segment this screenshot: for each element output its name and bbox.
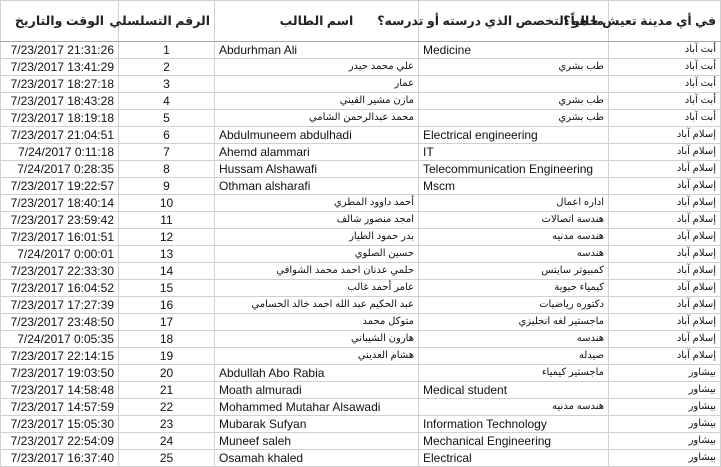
cell-timestamp[interactable]: 7/23/2017 18:43:28	[1, 93, 119, 110]
cell-student-name[interactable]: Abdurhman Ali	[215, 42, 419, 59]
cell-city[interactable]: بيشاور	[609, 365, 721, 382]
cell-serial[interactable]: 12	[119, 229, 215, 246]
cell-serial[interactable]: 18	[119, 331, 215, 348]
cell-specialization[interactable]: هندسه مدنيه	[419, 229, 609, 246]
cell-serial[interactable]: 7	[119, 144, 215, 161]
cell-specialization[interactable]	[419, 76, 609, 93]
cell-specialization[interactable]: Electrical	[419, 450, 609, 467]
cell-city[interactable]: إسلام آباد	[609, 127, 721, 144]
table-row	[1, 42, 721, 59]
table-row	[1, 382, 721, 399]
cell-student-name[interactable]: حلمي عدنان احمد محمد الشوافي	[215, 263, 419, 280]
cell-serial[interactable]: 14	[119, 263, 215, 280]
table-row	[1, 144, 721, 161]
cell-specialization[interactable]: صيدله	[419, 348, 609, 365]
cell-specialization[interactable]: Mscm	[419, 178, 609, 195]
cell-student-name[interactable]: Muneef saleh	[215, 433, 419, 450]
cell-student-name[interactable]: علي محمد حيدر	[215, 59, 419, 76]
cell-specialization[interactable]: طب بشري	[419, 93, 609, 110]
cell-specialization[interactable]: كيمياء حيوية	[419, 280, 609, 297]
table-row	[1, 59, 721, 76]
cell-serial[interactable]: 1	[119, 42, 215, 59]
cell-city[interactable]: أبت آباد	[609, 59, 721, 76]
cell-city[interactable]: إسلام آباد	[609, 144, 721, 161]
table-row	[1, 365, 721, 382]
cell-student-name[interactable]: عبد الحكيم عبد الله احمد خالد الحسامي	[215, 297, 419, 314]
cell-serial[interactable]: 23	[119, 416, 215, 433]
cell-serial[interactable]: 21	[119, 382, 215, 399]
cell-serial[interactable]: 2	[119, 59, 215, 76]
cell-student-name[interactable]: Ahemd alammari	[215, 144, 419, 161]
cell-specialization[interactable]: دكتوره رياضيات	[419, 297, 609, 314]
cell-student-name[interactable]: Osamah khaled	[215, 450, 419, 467]
cell-student-name[interactable]: Abdulmuneem abdulhadi	[215, 127, 419, 144]
cell-city[interactable]: بيشاور	[609, 433, 721, 450]
cell-city[interactable]: أبت آباد	[609, 110, 721, 127]
table-row	[1, 450, 721, 467]
cell-timestamp[interactable]: 7/23/2017 13:41:29	[1, 59, 119, 76]
cell-city[interactable]: إسلام آباد	[609, 246, 721, 263]
cell-specialization[interactable]: ماجستير لغه انجليزي	[419, 314, 609, 331]
table-row	[1, 161, 721, 178]
table-row	[1, 297, 721, 314]
table-row	[1, 178, 721, 195]
cell-city[interactable]: إسلام آباد	[609, 297, 721, 314]
cell-student-name[interactable]: Moath almuradi	[215, 382, 419, 399]
cell-timestamp[interactable]: 7/23/2017 18:19:18	[1, 110, 119, 127]
cell-city[interactable]: إسلام آباد	[609, 229, 721, 246]
cell-specialization[interactable]: هندسة اتصالات	[419, 212, 609, 229]
cell-timestamp[interactable]: 7/23/2017 17:27:39	[1, 297, 119, 314]
cell-student-name[interactable]: Mohammed Mutahar Alsawadi	[215, 399, 419, 416]
cell-timestamp[interactable]: 7/24/2017 0:00:01	[1, 246, 119, 263]
cell-specialization[interactable]: Electrical engineering	[419, 127, 609, 144]
cell-serial[interactable]: 17	[119, 314, 215, 331]
cell-specialization[interactable]: كمبيوتر سايتس	[419, 263, 609, 280]
cell-serial[interactable]: 22	[119, 399, 215, 416]
cell-city[interactable]: إسلام آباد	[609, 178, 721, 195]
cell-student-name[interactable]: Abdullah Abo Rabia	[215, 365, 419, 382]
cell-serial[interactable]: 11	[119, 212, 215, 229]
cell-city[interactable]: بيشاور	[609, 399, 721, 416]
cell-city[interactable]: بيشاور	[609, 382, 721, 399]
cell-specialization[interactable]: هندسه	[419, 331, 609, 348]
cell-student-name[interactable]: هارون الشيباني	[215, 331, 419, 348]
cell-timestamp[interactable]: 7/23/2017 14:57:59	[1, 399, 119, 416]
cell-timestamp[interactable]: 7/24/2017 0:05:35	[1, 331, 119, 348]
cell-timestamp[interactable]: 7/24/2017 0:11:18	[1, 144, 119, 161]
cell-student-name[interactable]: هشام العديني	[215, 348, 419, 365]
cell-student-name[interactable]: Othman alsharafi	[215, 178, 419, 195]
cell-serial[interactable]: 25	[119, 450, 215, 467]
cell-student-name[interactable]: مازن مشير القيني	[215, 93, 419, 110]
table-row	[1, 348, 721, 365]
cell-specialization[interactable]: Information Technology	[419, 416, 609, 433]
cell-specialization[interactable]: اداره اعمال	[419, 195, 609, 212]
column-header-serial[interactable]: الرقم التسلسلي	[119, 1, 215, 42]
table-row	[1, 314, 721, 331]
cell-timestamp[interactable]: 7/23/2017 21:04:51	[1, 127, 119, 144]
cell-student-name[interactable]: حسين الصلوي	[215, 246, 419, 263]
cell-timestamp[interactable]: 7/23/2017 23:59:42	[1, 212, 119, 229]
cell-serial[interactable]: 24	[119, 433, 215, 450]
cell-serial[interactable]: 19	[119, 348, 215, 365]
cell-specialization[interactable]: Telecommunication Engineering	[419, 161, 609, 178]
cell-city[interactable]: إسلام آباد	[609, 348, 721, 365]
column-header-city[interactable]: في أي مدينة تعيش حالياً؟	[609, 1, 721, 42]
cell-city[interactable]: إسلام آباد	[609, 212, 721, 229]
cell-serial[interactable]: 16	[119, 297, 215, 314]
cell-city[interactable]: أبت آباد	[609, 76, 721, 93]
cell-city[interactable]: إسلام آباد	[609, 331, 721, 348]
table-row	[1, 399, 721, 416]
cell-student-name[interactable]: Mubarak Sufyan	[215, 416, 419, 433]
table-row	[1, 76, 721, 93]
table-row	[1, 127, 721, 144]
column-header-timestamp[interactable]: الوقت والتاريخ	[1, 1, 119, 42]
cell-specialization[interactable]: Medicine	[419, 42, 609, 59]
cell-timestamp[interactable]: 7/23/2017 22:54:09	[1, 433, 119, 450]
cell-student-name[interactable]: أحمد داوود المطري	[215, 195, 419, 212]
cell-student-name[interactable]: عمار	[215, 76, 419, 93]
table-row	[1, 229, 721, 246]
cell-timestamp[interactable]: 7/23/2017 22:14:15	[1, 348, 119, 365]
cell-timestamp[interactable]: 7/23/2017 15:05:30	[1, 416, 119, 433]
cell-timestamp[interactable]: 7/23/2017 23:48:50	[1, 314, 119, 331]
cell-timestamp[interactable]: 7/23/2017 21:31:26	[1, 42, 119, 59]
cell-specialization[interactable]: طب بشري	[419, 110, 609, 127]
cell-serial[interactable]: 20	[119, 365, 215, 382]
cell-city[interactable]: إسلام آباد	[609, 195, 721, 212]
cell-timestamp[interactable]: 7/24/2017 0:28:35	[1, 161, 119, 178]
cell-specialization[interactable]: هندسه مدنيه	[419, 399, 609, 416]
cell-student-name[interactable]: عامر أحمد غالب	[215, 280, 419, 297]
table-row	[1, 331, 721, 348]
cell-serial[interactable]: 15	[119, 280, 215, 297]
cell-timestamp[interactable]: 7/23/2017 19:03:50	[1, 365, 119, 382]
cell-student-name[interactable]: امجد منصور شالف	[215, 212, 419, 229]
cell-timestamp[interactable]: 7/23/2017 16:04:52	[1, 280, 119, 297]
table-row	[1, 246, 721, 263]
header-row	[1, 1, 721, 42]
cell-student-name[interactable]: محمد عبدالرحمن الشامي	[215, 110, 419, 127]
cell-serial[interactable]: 6	[119, 127, 215, 144]
column-header-specialization[interactable]: ما هو التخصص الذي درسته أو تدرسه؟	[419, 1, 609, 42]
cell-timestamp[interactable]: 7/23/2017 22:33:30	[1, 263, 119, 280]
cell-timestamp[interactable]: 7/23/2017 14:58:48	[1, 382, 119, 399]
cell-city[interactable]: إسلام آباد	[609, 280, 721, 297]
cell-specialization[interactable]: ماجستير كيمياء	[419, 365, 609, 382]
cell-city[interactable]: أبت آباد	[609, 93, 721, 110]
cell-specialization[interactable]: Medical student	[419, 382, 609, 399]
cell-city[interactable]: بيشاور	[609, 450, 721, 467]
cell-city[interactable]: بيشاور	[609, 416, 721, 433]
cell-serial[interactable]: 9	[119, 178, 215, 195]
cell-city[interactable]: أبت آباد	[609, 42, 721, 59]
cell-serial[interactable]: 4	[119, 93, 215, 110]
table-row	[1, 416, 721, 433]
cell-city[interactable]: إسلام آباد	[609, 263, 721, 280]
cell-student-name[interactable]: Hussam Alshawafi	[215, 161, 419, 178]
cell-serial[interactable]: 10	[119, 195, 215, 212]
cell-specialization[interactable]: IT	[419, 144, 609, 161]
table-row	[1, 93, 721, 110]
cell-serial[interactable]: 3	[119, 76, 215, 93]
cell-timestamp[interactable]: 7/23/2017 16:01:51	[1, 229, 119, 246]
table-row	[1, 280, 721, 297]
cell-serial[interactable]: 8	[119, 161, 215, 178]
cell-specialization[interactable]: طب بشري	[419, 59, 609, 76]
cell-timestamp[interactable]: 7/23/2017 18:40:14	[1, 195, 119, 212]
table-row	[1, 110, 721, 127]
table-row	[1, 263, 721, 280]
cell-timestamp[interactable]: 7/23/2017 19:22:57	[1, 178, 119, 195]
table-body	[1, 42, 721, 467]
cell-student-name[interactable]: متوكل محمد	[215, 314, 419, 331]
table-row	[1, 195, 721, 212]
cell-specialization[interactable]: هندسه	[419, 246, 609, 263]
cell-specialization[interactable]: Mechanical Engineering	[419, 433, 609, 450]
column-header-name[interactable]: اسم الطالب	[215, 1, 419, 42]
cell-student-name[interactable]: بدر حمود الطيار	[215, 229, 419, 246]
table-row	[1, 212, 721, 229]
cell-city[interactable]: إسلام آباد	[609, 161, 721, 178]
cell-city[interactable]: إسلام آباد	[609, 314, 721, 331]
cell-timestamp[interactable]: 7/23/2017 16:37:40	[1, 450, 119, 467]
cell-serial[interactable]: 13	[119, 246, 215, 263]
cell-serial[interactable]: 5	[119, 110, 215, 127]
cell-timestamp[interactable]: 7/23/2017 18:27:18	[1, 76, 119, 93]
table-row	[1, 433, 721, 450]
